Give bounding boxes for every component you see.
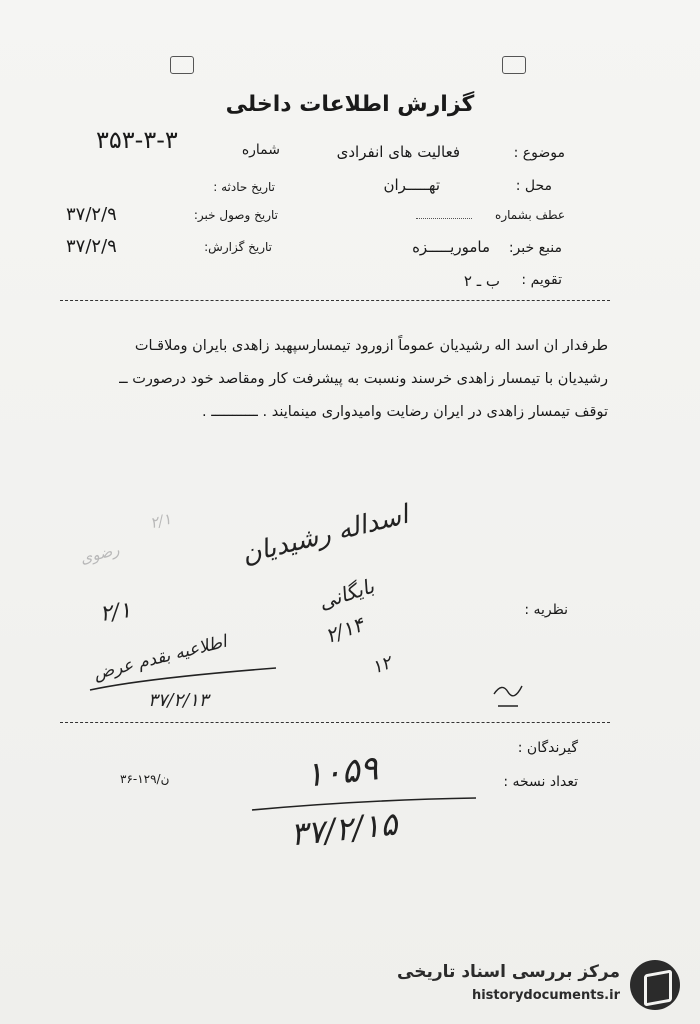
- reference-label: عطف بشماره: [495, 208, 565, 222]
- handwritten-mark-2: ۱۲: [368, 652, 395, 679]
- archive-logo-icon: [630, 960, 680, 1010]
- report-date-label: تاریخ گزارش:: [204, 240, 272, 254]
- place-label: محل :: [515, 178, 552, 194]
- handwritten-date-1: ۳۷/۲/۱۳: [148, 690, 209, 711]
- report-body-line-3: توقف تیمسار زاهدی در ایران رضایت وامیدواری مینمایند . ـــــــــــ .: [201, 404, 608, 420]
- handwritten-archive-date: ۳۷/۲/۱۵: [288, 804, 400, 854]
- received-date-value: ۳۷/۲/۹: [66, 204, 117, 225]
- source-value: ماموریـــــزه: [412, 238, 490, 256]
- initials-signature: [488, 676, 528, 716]
- corner-mark-right: [502, 56, 526, 74]
- faint-handwriting-1: ۲/۱: [148, 509, 174, 533]
- place-value: تهـــــران: [383, 176, 440, 194]
- handwritten-mark-1: ۲/۱۴: [322, 612, 367, 648]
- handwritten-name: اسداله رشیدیان: [238, 499, 412, 571]
- recipients-label: گیرندگان :: [517, 740, 578, 756]
- watermark-url: historydocuments.ir: [471, 988, 620, 1003]
- watermark-name: مرکز بررسی اسناد تاریخی: [397, 962, 620, 982]
- header-divider: [60, 300, 610, 301]
- source-label: منبع خبر:: [508, 240, 562, 256]
- subject-label: موضوع :: [513, 145, 565, 161]
- handwritten-archive-number: ۱۰۵۹: [303, 748, 380, 796]
- incident-date-label: تاریخ حادثه :: [213, 180, 275, 194]
- number-label: شماره: [241, 142, 280, 158]
- watermark-logo: [397, 958, 680, 1014]
- form-code: ۳۶-۱۲۹/ن: [120, 772, 170, 786]
- evaluation-label: تقویم :: [521, 272, 562, 288]
- handwritten-instruction: اطلاعیه بقدم عرض: [91, 631, 229, 685]
- handwritten-note-archive: بایگانی: [315, 573, 377, 615]
- document-title: گزارش اطلاعات داخلی: [225, 92, 475, 117]
- opinion-label: نظریه :: [524, 602, 568, 618]
- reference-dots: [416, 218, 472, 219]
- report-body-line-1: طرفدار ان اسد اله رشیدیان عموماً ازورود تیمسارسپهبد زاهدی بایران وملاقـات: [134, 338, 608, 354]
- handwritten-corner-number: ۲/۱: [98, 597, 133, 628]
- report-date-value: ۳۷/۲/۹: [66, 236, 117, 257]
- number-value: ۳۵۳-۳-۳: [96, 126, 178, 154]
- received-date-label: تاریخ وصول خبر:: [193, 208, 278, 222]
- corner-mark-left: [170, 56, 194, 74]
- footer-divider: [60, 722, 610, 723]
- copies-label: تعداد نسخه :: [503, 774, 578, 790]
- faint-handwriting-2: رضوی: [78, 540, 122, 568]
- handwritten-underline-stroke: [86, 660, 286, 700]
- report-body-line-2: رشیدیان با تیمسار زاهدی خرسند ونسبت به پیشرفت کار ومقاصد خود درصورت ــ: [119, 371, 608, 387]
- subject-value: فعالیت های انفرادی: [336, 143, 460, 161]
- evaluation-value: ب ـ ۲: [463, 272, 500, 290]
